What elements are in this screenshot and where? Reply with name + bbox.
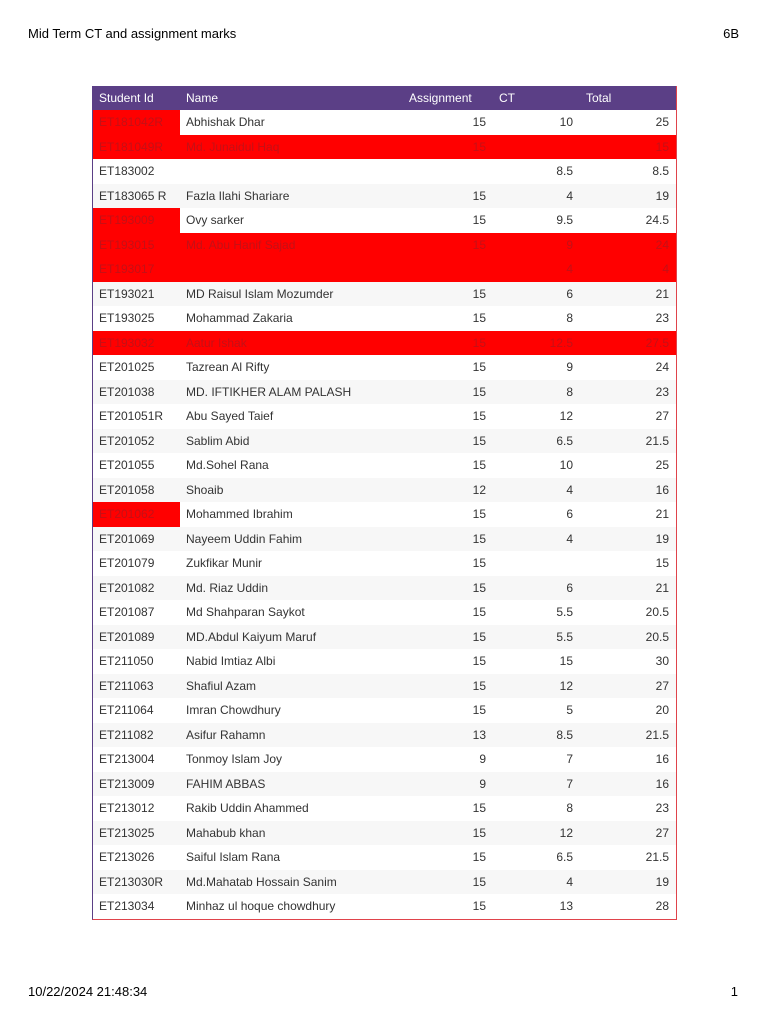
cell-ct: 4 — [493, 527, 580, 552]
table-row — [93, 282, 676, 307]
cell-total: 16 — [580, 772, 676, 797]
cell-student-id: ET201025 — [93, 355, 180, 380]
cell-total: 15 — [580, 135, 676, 160]
cell-assignment: 15 — [403, 306, 493, 331]
cell-total: 30 — [580, 649, 676, 674]
cell-name: Mohammed Ibrahim — [180, 502, 403, 527]
column-header-name: Name — [180, 86, 403, 110]
column-header-total: Total — [580, 86, 676, 110]
cell-total: 16 — [580, 747, 676, 772]
cell-name: Md. Junaidul Haq — [180, 135, 403, 160]
cell-total: 23 — [580, 796, 676, 821]
cell-ct — [493, 135, 580, 160]
page-number: 1 — [730, 984, 738, 999]
cell-assignment: 15 — [403, 698, 493, 723]
cell-name: Mahabub khan — [180, 821, 403, 846]
cell-ct: 6 — [493, 502, 580, 527]
cell-name: Zukfikar Munir — [180, 551, 403, 576]
cell-assignment: 15 — [403, 625, 493, 650]
cell-name: Md. Riaz Uddin — [180, 576, 403, 601]
cell-assignment: 15 — [403, 527, 493, 552]
cell-assignment: 15 — [403, 404, 493, 429]
cell-name: Shafiul Azam — [180, 674, 403, 699]
cell-student-id: ET201087 — [93, 600, 180, 625]
cell-assignment: 15 — [403, 674, 493, 699]
cell-student-id: ET201058 — [93, 478, 180, 503]
cell-total: 27.5 — [580, 331, 676, 356]
cell-ct: 9 — [493, 355, 580, 380]
table-row — [93, 551, 676, 576]
cell-total: 25 — [580, 110, 676, 135]
cell-student-id: ET213012 — [93, 796, 180, 821]
cell-student-id: ET211082 — [93, 723, 180, 748]
cell-ct: 8.5 — [493, 723, 580, 748]
table-row — [93, 772, 676, 797]
cell-ct: 5.5 — [493, 600, 580, 625]
cell-total: 27 — [580, 821, 676, 846]
cell-ct: 9.5 — [493, 208, 580, 233]
cell-student-id: ET211064 — [93, 698, 180, 723]
cell-student-id: ET211050 — [93, 649, 180, 674]
cell-total: 25 — [580, 453, 676, 478]
cell-name: Md.Sohel Rana — [180, 453, 403, 478]
cell-assignment: 15 — [403, 184, 493, 209]
cell-assignment — [403, 257, 493, 282]
cell-ct: 9 — [493, 233, 580, 258]
cell-student-id: ET193032 — [93, 331, 180, 356]
cell-total: 24 — [580, 233, 676, 258]
cell-student-id: ET201052 — [93, 429, 180, 454]
table-body — [93, 110, 676, 919]
cell-name: Fazla Ilahi Shariare — [180, 184, 403, 209]
cell-name: Md Shahparan Saykot — [180, 600, 403, 625]
cell-total: 19 — [580, 184, 676, 209]
cell-assignment: 15 — [403, 208, 493, 233]
table-row — [93, 355, 676, 380]
table-row — [93, 870, 676, 895]
cell-student-id: ET201038 — [93, 380, 180, 405]
cell-assignment: 15 — [403, 380, 493, 405]
table-row — [93, 404, 676, 429]
cell-ct: 6.5 — [493, 429, 580, 454]
cell-student-id: ET201079 — [93, 551, 180, 576]
table-row — [93, 135, 676, 160]
cell-total: 19 — [580, 527, 676, 552]
cell-total: 27 — [580, 404, 676, 429]
cell-student-id: ET201062 — [93, 502, 180, 527]
cell-assignment: 15 — [403, 110, 493, 135]
cell-student-id: ET183002 — [93, 159, 180, 184]
cell-assignment: 15 — [403, 821, 493, 846]
cell-ct: 6.5 — [493, 845, 580, 870]
cell-name: Imran Chowdhury — [180, 698, 403, 723]
cell-ct: 6 — [493, 282, 580, 307]
cell-name: Ovy sarker — [180, 208, 403, 233]
cell-student-id: ET181049R — [93, 135, 180, 160]
cell-name: Md.Mahatab Hossain Sanim — [180, 870, 403, 895]
cell-name: Rakib Uddin Ahammed — [180, 796, 403, 821]
cell-total: 20 — [580, 698, 676, 723]
page-title: Mid Term CT and assignment marks — [28, 26, 237, 41]
cell-student-id: ET193015 — [93, 233, 180, 258]
cell-assignment: 15 — [403, 453, 493, 478]
cell-ct: 10 — [493, 110, 580, 135]
table-row — [93, 110, 676, 135]
cell-name — [180, 159, 403, 184]
table-row — [93, 527, 676, 552]
cell-ct: 7 — [493, 747, 580, 772]
cell-student-id: ET193025 — [93, 306, 180, 331]
cell-total: 27 — [580, 674, 676, 699]
table-row — [93, 478, 676, 503]
cell-assignment: 12 — [403, 478, 493, 503]
cell-name: MD.Abdul Kaiyum Maruf — [180, 625, 403, 650]
cell-assignment: 9 — [403, 747, 493, 772]
cell-ct: 5 — [493, 698, 580, 723]
table-row — [93, 184, 676, 209]
table-row — [93, 576, 676, 601]
cell-student-id: ET213004 — [93, 747, 180, 772]
marks-table-container — [92, 86, 677, 920]
table-row — [93, 159, 676, 184]
cell-ct: 7 — [493, 772, 580, 797]
cell-assignment: 15 — [403, 429, 493, 454]
cell-assignment: 15 — [403, 551, 493, 576]
cell-ct: 4 — [493, 257, 580, 282]
header-row — [93, 86, 676, 110]
cell-name: Shoaib — [180, 478, 403, 503]
cell-student-id: ET213034 — [93, 894, 180, 919]
cell-name: MD Raisul Islam Mozumder — [180, 282, 403, 307]
marks-table — [93, 86, 676, 919]
cell-ct: 12 — [493, 821, 580, 846]
cell-assignment: 15 — [403, 331, 493, 356]
cell-student-id: ET201082 — [93, 576, 180, 601]
cell-name: Asifur Rahamn — [180, 723, 403, 748]
cell-name: Aatur Ishak — [180, 331, 403, 356]
cell-ct: 13 — [493, 894, 580, 919]
cell-student-id: ET213009 — [93, 772, 180, 797]
cell-student-id: ET213026 — [93, 845, 180, 870]
table-row — [93, 502, 676, 527]
cell-ct: 8.5 — [493, 159, 580, 184]
cell-assignment: 15 — [403, 600, 493, 625]
cell-name: Nayeem Uddin Fahim — [180, 527, 403, 552]
cell-ct: 4 — [493, 870, 580, 895]
cell-total: 20.5 — [580, 625, 676, 650]
cell-name: Md. Abu Hanif Sajad — [180, 233, 403, 258]
column-header-ct: CT — [493, 86, 580, 110]
cell-ct: 4 — [493, 184, 580, 209]
cell-student-id: ET193021 — [93, 282, 180, 307]
cell-assignment: 15 — [403, 649, 493, 674]
cell-ct: 8 — [493, 306, 580, 331]
cell-assignment — [403, 159, 493, 184]
table-row — [93, 674, 676, 699]
cell-total: 23 — [580, 306, 676, 331]
table-header — [93, 86, 676, 110]
cell-total: 21 — [580, 282, 676, 307]
cell-ct: 6 — [493, 576, 580, 601]
cell-name: MD. IFTIKHER ALAM PALASH — [180, 380, 403, 405]
cell-name: Saiful Islam Rana — [180, 845, 403, 870]
cell-ct: 12 — [493, 404, 580, 429]
column-header-assignment: Assignment — [403, 86, 493, 110]
cell-assignment: 15 — [403, 845, 493, 870]
section-code: 6B — [723, 26, 739, 41]
cell-total: 21.5 — [580, 845, 676, 870]
table-row — [93, 208, 676, 233]
cell-ct: 8 — [493, 380, 580, 405]
column-header-student-id: Student Id — [93, 86, 180, 110]
cell-total: 8.5 — [580, 159, 676, 184]
cell-assignment: 15 — [403, 894, 493, 919]
cell-name: Nabid Imtiaz Albi — [180, 649, 403, 674]
cell-ct: 5.5 — [493, 625, 580, 650]
table-row — [93, 306, 676, 331]
cell-assignment: 15 — [403, 233, 493, 258]
cell-total: 20.5 — [580, 600, 676, 625]
table-row — [93, 747, 676, 772]
cell-assignment: 9 — [403, 772, 493, 797]
table-row — [93, 331, 676, 356]
cell-ct: 15 — [493, 649, 580, 674]
cell-student-id: ET201055 — [93, 453, 180, 478]
cell-ct — [493, 551, 580, 576]
cell-total: 4 — [580, 257, 676, 282]
cell-total: 19 — [580, 870, 676, 895]
cell-ct: 4 — [493, 478, 580, 503]
cell-total: 21 — [580, 502, 676, 527]
cell-name: Mohammad Zakaria — [180, 306, 403, 331]
cell-assignment: 15 — [403, 796, 493, 821]
cell-ct: 12 — [493, 674, 580, 699]
cell-total: 23 — [580, 380, 676, 405]
cell-name: Abhishak Dhar — [180, 110, 403, 135]
table-row — [93, 233, 676, 258]
table-row — [93, 894, 676, 919]
table-row — [93, 698, 676, 723]
cell-ct: 12.5 — [493, 331, 580, 356]
cell-name: Tonmoy Islam Joy — [180, 747, 403, 772]
cell-ct: 8 — [493, 796, 580, 821]
table-row — [93, 600, 676, 625]
cell-assignment: 15 — [403, 282, 493, 307]
cell-total: 24 — [580, 355, 676, 380]
cell-total: 16 — [580, 478, 676, 503]
cell-student-id: ET181042R — [93, 110, 180, 135]
table-row — [93, 380, 676, 405]
cell-assignment: 15 — [403, 870, 493, 895]
table-row — [93, 649, 676, 674]
cell-name: Sablim Abid — [180, 429, 403, 454]
cell-student-id: ET193017 — [93, 257, 180, 282]
cell-student-id: ET213030R — [93, 870, 180, 895]
cell-assignment: 15 — [403, 135, 493, 160]
cell-total: 24.5 — [580, 208, 676, 233]
cell-total: 21 — [580, 576, 676, 601]
cell-student-id: ET201089 — [93, 625, 180, 650]
table-row — [93, 723, 676, 748]
cell-assignment: 15 — [403, 502, 493, 527]
cell-student-id: ET193009 — [93, 208, 180, 233]
cell-assignment: 15 — [403, 355, 493, 380]
print-timestamp: 10/22/2024 21:48:34 — [28, 984, 148, 999]
table-row — [93, 845, 676, 870]
table-row — [93, 625, 676, 650]
cell-name: Minhaz ul hoque chowdhury — [180, 894, 403, 919]
table-row — [93, 453, 676, 478]
cell-student-id: ET201069 — [93, 527, 180, 552]
cell-name — [180, 257, 403, 282]
cell-name: Tazrean Al Rifty — [180, 355, 403, 380]
table-row — [93, 796, 676, 821]
cell-assignment: 13 — [403, 723, 493, 748]
cell-assignment: 15 — [403, 576, 493, 601]
cell-total: 15 — [580, 551, 676, 576]
cell-total: 21.5 — [580, 429, 676, 454]
cell-total: 28 — [580, 894, 676, 919]
cell-student-id: ET201051R — [93, 404, 180, 429]
cell-name: FAHIM ABBAS — [180, 772, 403, 797]
cell-student-id: ET213025 — [93, 821, 180, 846]
table-row — [93, 821, 676, 846]
table-row — [93, 257, 676, 282]
cell-student-id: ET211063 — [93, 674, 180, 699]
cell-ct: 10 — [493, 453, 580, 478]
table-row — [93, 429, 676, 454]
cell-total: 21.5 — [580, 723, 676, 748]
cell-student-id: ET183065 R — [93, 184, 180, 209]
cell-name: Abu Sayed Taief — [180, 404, 403, 429]
